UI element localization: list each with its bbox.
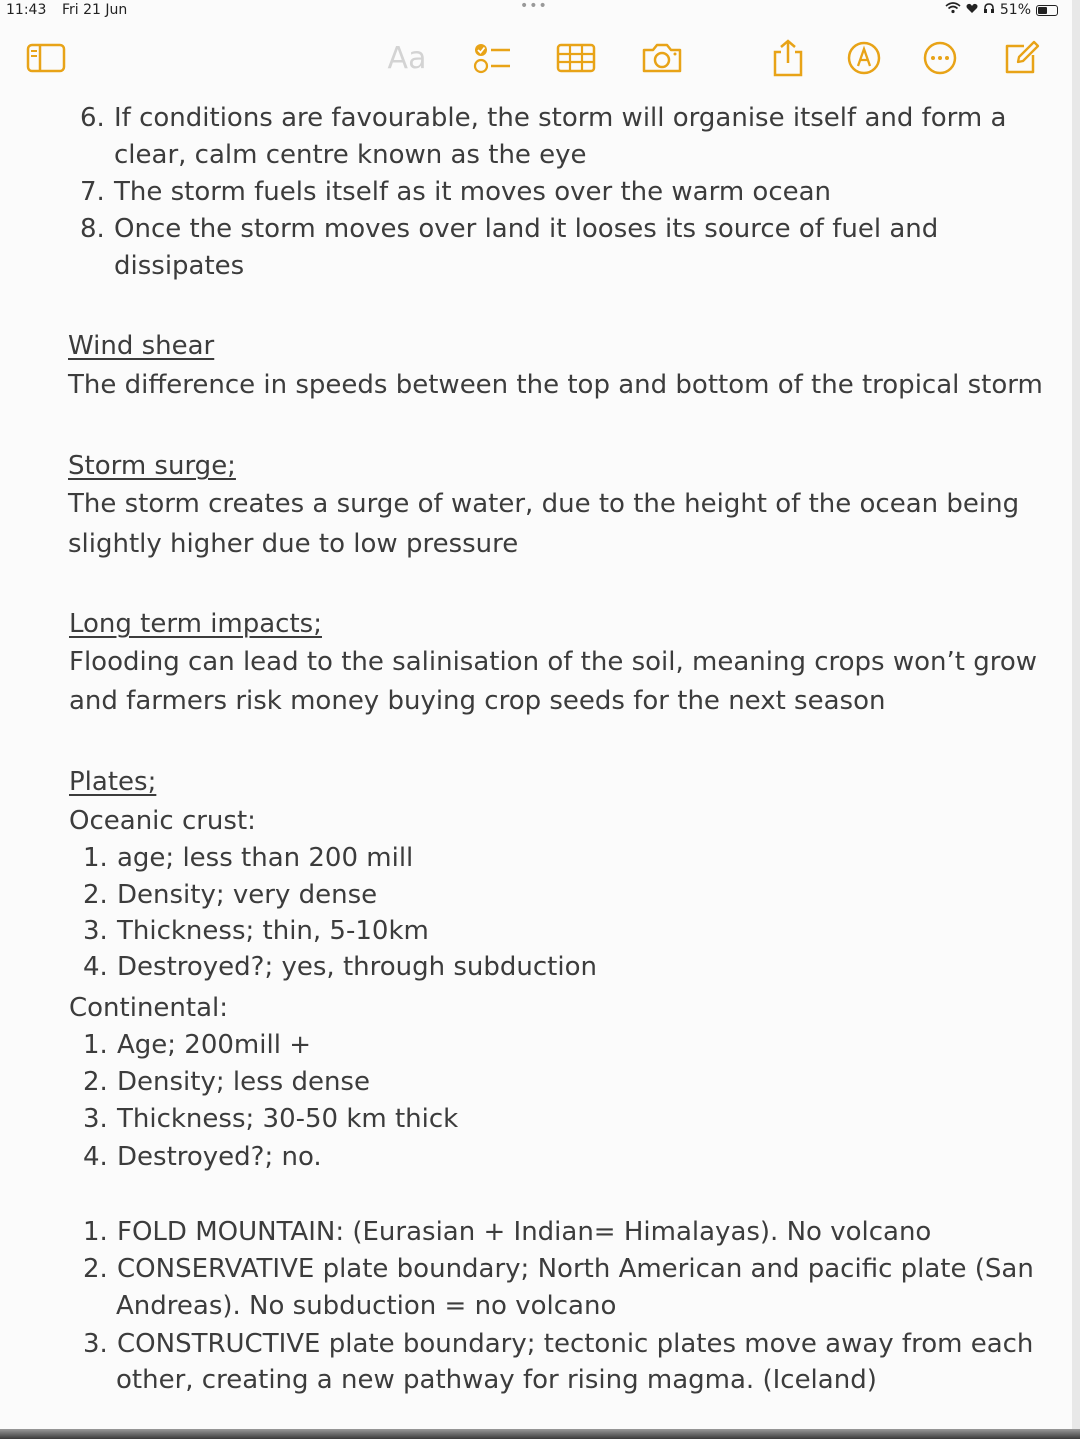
share-button[interactable] <box>770 36 806 80</box>
list-text: Density; very dense <box>117 880 378 910</box>
status-time: 11:43 <box>6 2 47 18</box>
list-text: Age; 200mill + <box>117 1030 311 1060</box>
list-text: Thickness; 30-50 km thick <box>117 1104 459 1134</box>
oceanic-crust-label: Oceanic crust: <box>69 806 256 836</box>
compose-button[interactable] <box>1002 36 1040 80</box>
list-item <box>83 1064 370 1101</box>
list-number: 1. <box>83 1217 108 1247</box>
table-button[interactable] <box>556 36 596 80</box>
list-text: Thickness; thin, 5-10km <box>117 916 429 946</box>
list-item <box>83 1251 1034 1288</box>
list-item-continuation: Andreas). No subduction = no volcano <box>116 1291 617 1321</box>
headphones-icon <box>983 2 995 18</box>
sidebar-icon <box>26 42 66 74</box>
list-item <box>83 949 597 986</box>
list-number: 4. <box>83 1142 108 1172</box>
list-number: 2. <box>83 1254 108 1284</box>
long-term-text: Flooding can lead to the salinisation of the soil, meaning crops won’t grow <box>69 647 1038 677</box>
continental-label: Continental: <box>69 993 229 1023</box>
list-number: 6. <box>80 103 105 133</box>
list-item <box>83 840 413 877</box>
list-text: Density; less dense <box>117 1067 370 1097</box>
checklist-button[interactable] <box>472 36 512 80</box>
list-number: 1. <box>83 1030 108 1060</box>
long-term-text: and farmers risk money buying crop seeds for the next season <box>69 686 886 716</box>
list-number: 8. <box>80 214 105 244</box>
list-number: 3. <box>83 1329 108 1359</box>
share-icon <box>770 39 806 77</box>
list-number: 3. <box>83 916 108 946</box>
more-button[interactable] <box>922 36 958 80</box>
list-text: The storm fuels itself as it moves over the warm ocean <box>114 177 832 207</box>
list-item <box>83 1139 322 1176</box>
wifi-icon <box>945 2 961 18</box>
list-text: Destroyed?; no. <box>117 1142 322 1172</box>
list-number: 2. <box>83 1067 108 1097</box>
list-number: 7. <box>80 177 105 207</box>
status-bar <box>0 0 1080 24</box>
status-date: Fri 21 Jun <box>62 2 128 18</box>
scrolled-off-text-fragment <box>112 84 812 90</box>
heading-plates: Plates; <box>69 767 157 797</box>
notes-toolbar <box>0 36 1080 80</box>
camera-button[interactable] <box>640 36 684 80</box>
list-number: 1. <box>83 843 108 873</box>
list-text: If conditions are favourable, the storm will organise itself and form a <box>114 103 1007 133</box>
heading-long-term-impacts: Long term impacts; <box>69 609 322 639</box>
wind-shear-text: The difference in speeds between the top and bottom of the tropical storm <box>68 370 1043 400</box>
list-text: Once the storm moves over land it looses its source of fuel and <box>114 214 939 244</box>
camera-icon <box>640 42 684 74</box>
list-item <box>80 211 938 248</box>
markup-button[interactable] <box>846 36 882 80</box>
list-item-continuation: other, creating a new pathway for rising magma. (Iceland) <box>116 1365 877 1395</box>
heading-wind-shear: Wind shear <box>68 331 215 361</box>
list-item <box>83 877 377 914</box>
list-text: CONSTRUCTIVE plate boundary; tectonic plates move away from each <box>117 1329 1034 1359</box>
screen-edge <box>1072 0 1080 1439</box>
storm-surge-text: The storm creates a surge of water, due to the height of the ocean being <box>68 489 1020 519</box>
list-item <box>80 174 831 211</box>
list-number: 4. <box>83 952 108 982</box>
multitasking-dots-icon[interactable]: ••• <box>520 0 548 14</box>
list-text: CONSERVATIVE plate boundary; North American and pacific plate (San <box>117 1254 1034 1284</box>
list-text: age; less than 200 mill <box>117 843 414 873</box>
format-button[interactable] <box>382 36 432 80</box>
heading-storm-surge: Storm surge; <box>68 451 236 481</box>
battery-icon <box>1036 5 1058 16</box>
battery-percent: 51% <box>999 2 1031 18</box>
screen-edge-bottom <box>0 1429 1080 1439</box>
list-number: 2. <box>83 880 108 910</box>
table-icon <box>556 42 596 74</box>
list-item <box>83 913 429 950</box>
list-item-continuation: dissipates <box>114 251 245 281</box>
format-label: Aa <box>387 40 427 76</box>
heart-icon <box>966 2 978 18</box>
more-icon <box>922 40 958 76</box>
storm-surge-text: slightly higher due to low pressure <box>68 529 519 559</box>
checklist-icon <box>472 41 512 75</box>
compose-icon <box>1002 40 1040 76</box>
list-item <box>83 1101 458 1138</box>
list-text: Destroyed?; yes, through subduction <box>117 952 597 982</box>
sidebar-toggle-button[interactable] <box>26 36 66 80</box>
list-text: FOLD MOUNTAIN: (Eurasian + Indian= Himalayas). No volcano <box>117 1217 932 1247</box>
list-item <box>80 100 1006 137</box>
markup-icon <box>846 40 882 76</box>
list-item-continuation: clear, calm centre known as the eye <box>114 140 587 170</box>
list-item <box>83 1326 1033 1363</box>
list-item <box>83 1214 931 1251</box>
list-item <box>83 1027 311 1064</box>
list-number: 3. <box>83 1104 108 1134</box>
